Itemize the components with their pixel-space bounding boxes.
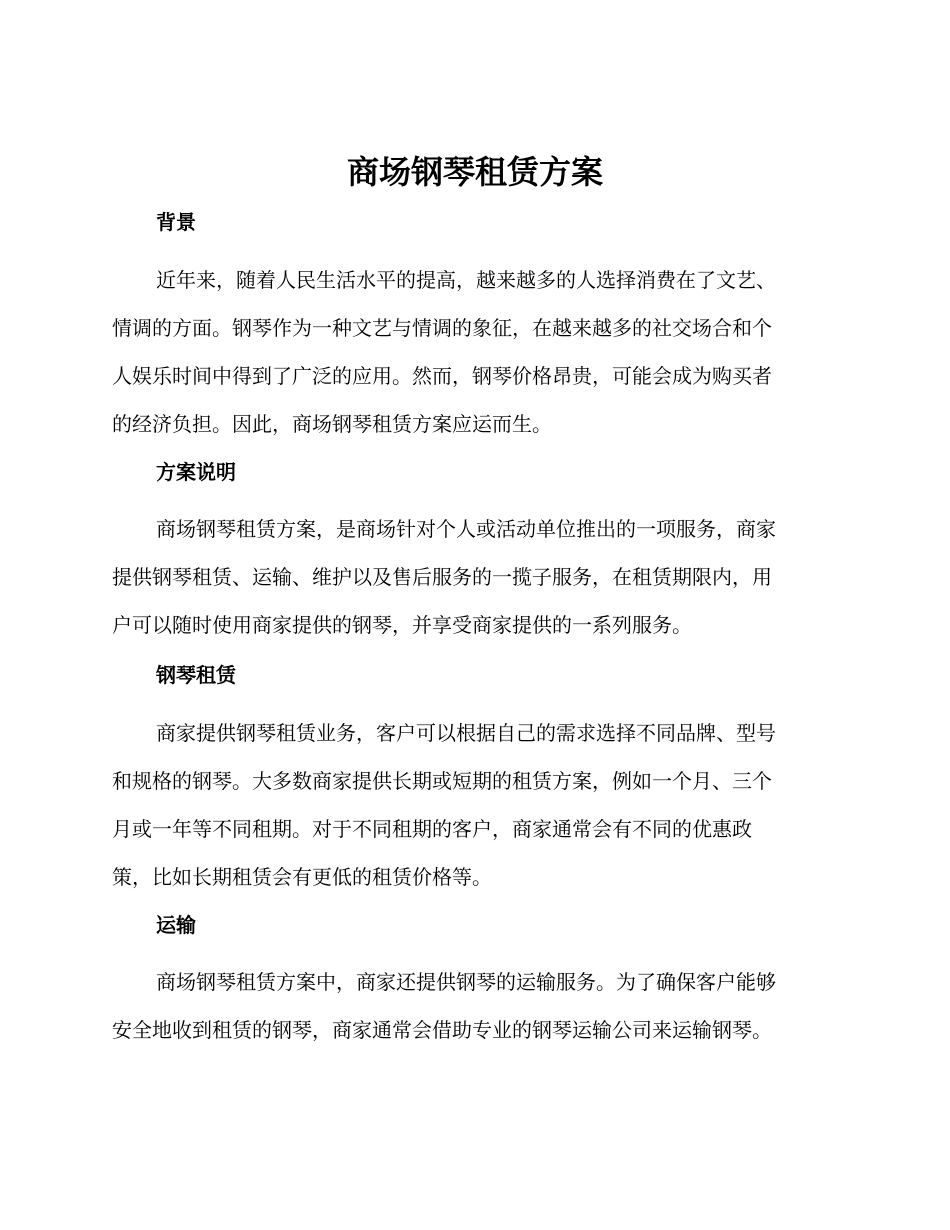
- paragraph-line: 安全地收到租赁的钢琴，商家通常会借助专业的钢琴运输公司来运输钢琴。: [112, 1018, 772, 1042]
- paragraph-line: 近年来，随着人民生活水平的提高，越来越多的人选择消费在了文艺、: [156, 268, 776, 292]
- section-paragraph-background: [112, 256, 828, 448]
- section-heading-background: 背景: [156, 210, 196, 234]
- paragraph-line: 月或一年等不同租期。对于不同租期的客户，商家通常会有不同的优惠政: [112, 817, 752, 841]
- page-title: 商场钢琴租赁方案: [346, 153, 603, 191]
- paragraph-line: 商家提供钢琴租赁业务，客户可以根据自己的需求选择不同品牌、型号: [156, 721, 776, 745]
- section-paragraph-plan-description: [112, 505, 828, 649]
- paragraph-line: 和规格的钢琴。大多数商家提供长期或短期的租赁方案，例如一个月、三个: [112, 769, 772, 793]
- section-heading-transport: 运输: [156, 913, 196, 937]
- paragraph-line: 的经济负担。因此，商场钢琴租赁方案应运而生。: [112, 412, 552, 436]
- section-heading-piano-rental: 钢琴租赁: [156, 663, 236, 687]
- paragraph-line: 策，比如长期租赁会有更低的租赁价格等。: [112, 865, 492, 889]
- section-paragraph-piano-rental: [112, 709, 828, 901]
- paragraph-line: 户可以随时使用商家提供的钢琴，并享受商家提供的一系列服务。: [112, 613, 692, 637]
- section-paragraph-transport: [112, 958, 828, 1054]
- section-heading-plan-description: 方案说明: [156, 460, 236, 484]
- paragraph-line: 商场钢琴租赁方案，是商场针对个人或活动单位推出的一项服务，商家: [156, 517, 776, 541]
- paragraph-line: 人娱乐时间中得到了广泛的应用。然而，钢琴价格昂贵，可能会成为购买者: [112, 364, 772, 388]
- paragraph-line: 商场钢琴租赁方案中，商家还提供钢琴的运输服务。为了确保客户能够: [156, 970, 776, 994]
- paragraph-line: 提供钢琴租赁、运输、维护以及售后服务的一揽子服务，在租赁期限内，用: [112, 565, 772, 589]
- paragraph-line: 情调的方面。钢琴作为一种文艺与情调的象征，在越来越多的社交场合和个: [112, 316, 772, 340]
